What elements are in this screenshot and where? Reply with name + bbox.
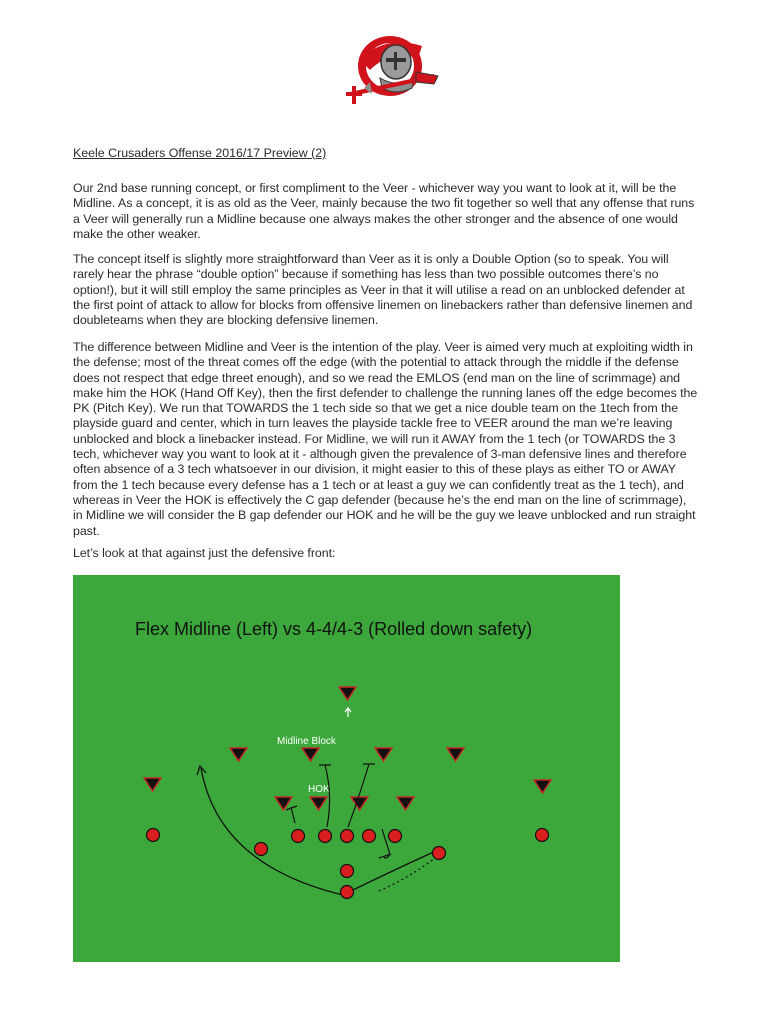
crusader-knight-logo [330, 22, 454, 114]
player-slot [255, 843, 268, 856]
player-c [341, 830, 354, 843]
player-qb [341, 865, 354, 878]
player-wr-right [536, 829, 549, 842]
player-rg [363, 830, 376, 843]
paragraph-intro: Our 2nd base running concept, or first compliment to the Veer - whichever way you want to look at it, will be the Midline. As a concept, it is as old as the Veer, mainly because the two fit together so well that any offense that runs a Veer will generally run a Midline because one always makes the other stronger and the absence of one would make the other weaker. [73, 181, 695, 241]
player-fb [341, 886, 354, 899]
hok-label: HOK [308, 784, 330, 795]
midline-block-label: Midline Block [277, 736, 336, 747]
paragraph-concept: The concept itself is slightly more straightforward than Veer as it is only a Double Option (so to speak. You will rarely hear the phrase “double option” because if something has less than two possible outcomes there’s no option!), but it will still employ the same principles as Veer in that it will utilise a read on an unblocked defender at the first point of attack to allow for blocks from offensive linemen on linebackers rather than defensive linemen and doubleteams when they are blocking defensive linemen. [73, 252, 693, 328]
player-lg [319, 830, 332, 843]
player-wr-left [147, 829, 160, 842]
paragraph-difference: The difference between Midline and Veer is the intention of the play. Veer is aimed very much at exploiting width in the defense; most of the threat comes off the edge (with the potential to attack through the middle if the defense does not respect that edge threet enough), and so we read the EMLOS (end man on the line of scrimmage) and make him the HOK (Hand Off Key), then the first defender to challenge the running lanes off the edge becomes the PK (Pitch Key). We run that TOWARDS the 1 tech side so that we get a nice double team on the 1tech from the playside guard and center, which in turn leaves the playside tackle free to VEER around the man we’re leaving unblocked and block a linebacker instead. For Midline, we will run it AWAY from the 1 tech (or TOWARDS the 3 tech, whichever way you want to look at it - although given the prevalence of 3-man defensive lines and therefore often absence of a 3 tech whatsoever in our division, it might easier to this of these plays as either TO or AWAY from the 1 tech because every defense has a 1 tech or at least a guy we can confidently treat as the 1 tech), and whereas in Veer the HOK is effectively the C gap defender (because he’s the end man on the line of scrimmage), in Midline we will consider the B gap defender our HOK and he will be the guy we leave unblocked and run straight past. [73, 340, 698, 538]
player-rt [389, 830, 402, 843]
player-lt [292, 830, 305, 843]
document-title: Keele Crusaders Offense 2016/17 Preview (2) [73, 146, 327, 160]
diagram-title: Flex Midline (Left) vs 4-4/4-3 (Rolled down safety) [135, 619, 533, 639]
paragraph-lead-in: Let’s look at that against just the defensive front: [73, 546, 336, 560]
player-pitch [433, 847, 446, 860]
play-diagram [73, 575, 620, 962]
